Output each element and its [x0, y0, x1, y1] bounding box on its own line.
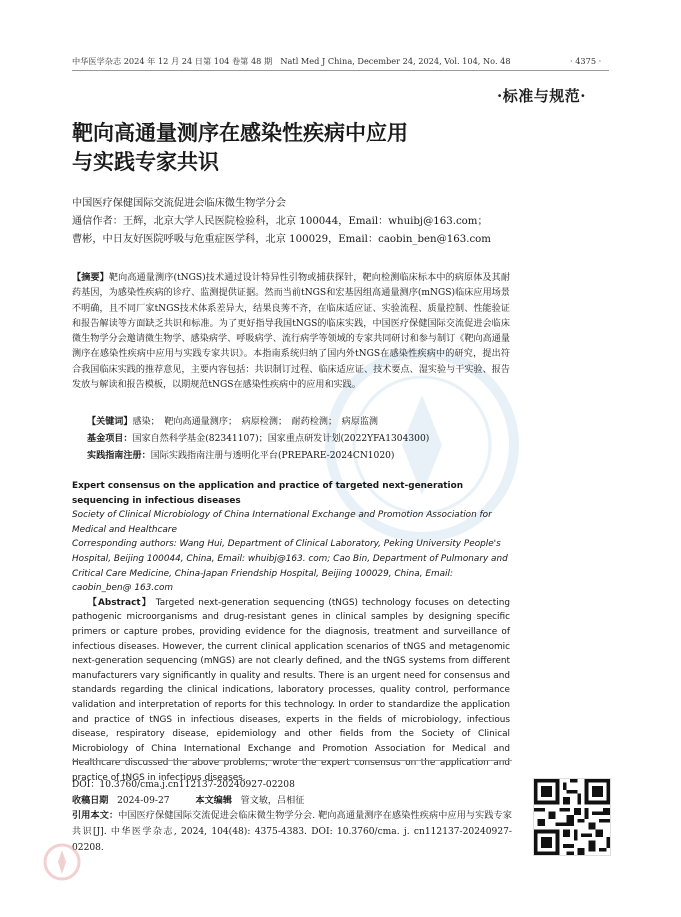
fund-text: 国家自然科学基金(82341107)；国家重点研发计划(2022YFA1304300)	[132, 434, 430, 444]
header-rule	[72, 70, 609, 71]
english-society: Society of Clinical Microbiology of China International Exchange and Promotion Association for Medical and Healthcare	[72, 510, 492, 535]
citation	[72, 808, 512, 856]
journal-logo-icon	[42, 842, 82, 882]
english-title: Expert consensus on the application and practice of targeted next-generation sequencing in infectious diseases	[72, 481, 464, 506]
fund	[87, 431, 429, 444]
english-abstract-block	[72, 479, 510, 785]
citation-text: 中国医疗保健国际交流促进会临床微生物学分会. 靶向高通量测序在感染性疾病中应用与实践专家共识[J]. 中华医学杂志, 2024, 104(48): 4375-4383. DOI: 10.3760/cma. j. cn112137-20240927-02208.	[72, 811, 512, 853]
doi: DOI：10.3760/cma.j.cn112137-20240927-02208	[72, 780, 295, 790]
received-date: 2024-09-27	[117, 796, 170, 806]
running-header: 中华医学杂志 2024 年 12 月 24 日第 104 卷第 48 期 Natl Med J China, December 24, 2024, Vol. 104, No. 48	[72, 56, 511, 66]
registry	[87, 448, 394, 461]
meta-rule	[72, 760, 512, 761]
corresponding-author-2: 曹彬，中日友好医院呼吸与危重症医学科，北京 100029，Email：caobin_ben@163.com	[72, 234, 491, 245]
author-block	[72, 195, 582, 249]
received-label: 收稿日期	[72, 795, 109, 806]
english-abstract-label: 【Abstract】	[88, 597, 152, 608]
editor-label: 本文编辑	[195, 795, 232, 806]
abstract-cn-text: 靶向高通量测序(tNGS)技术通过设计特异性引物或捕获探针，靶向检测临床标本中的病原体及其耐药基因，为感染性疾病的诊疗、监测提供证据。然而当前tNGS和宏基因组高通量测序(mNGS)临床应用场景不明确，且不同厂家tNGS技术体系差异大，结果良莠不齐，在临床适应证、实验流程、质量控制、性能验证和报告解读等方面缺乏共识和标准。为了更好指导我国tNGS的临床实践，中国医疗保健国际交流促进会临床微生物学分会邀请微生物学、感染病学、呼吸病学、流行病学等领域的专家共同研讨和参与制订《靶向高通量测序在感染性疾病中应用与实践专家共识》。本指南系统归纳了国内外tNGS在感染性疾病中的研究，提出符合我国临床实践的推荐意见，主要内容包括：共识制订过程、临床适应证、技术要点、湿实验与干实验、报告发放与解读和报告模板，以期规范tNGS在感染性疾病中的应用和实践。	[72, 273, 510, 391]
citation-label: 引用本文：	[72, 810, 119, 821]
english-abstract	[72, 596, 510, 786]
english-abstract-text: Targeted next-generation sequencing (tNGS) technology focuses on detecting pathogenic microorganisms and drug-resistant genes in clinical samples by designing specific primers or capture probes, providing evidence for the diagnosis, treatment and surveillance of infectious diseases. However, the current clinical application scenarios of tNGS and metagenomic next-generation sequencing (mNGS) are not clearly defined, and the tNGS systems from different manufacturers vary significantly in quality and results. There is an urgent need for consensus and standards regarding the clinical indications, laboratory processes, quality control, performance validation and interpretation of reports for this technology. In order to standardize the application and practice of tNGS in infectious diseases, experts in the fields of microbiology, infectious disease, respiratory disease, epidemiology and other fields from the Society of Clinical Microbiology of China International Exchange and Promotion Association for Medical and Healthcare discussed the above problems, wrote the expert consensus on the application and practice of tNGS in infectious diseases.	[72, 597, 510, 783]
editor-name: 管文敏，吕相征	[240, 796, 305, 806]
page-number: · 4375 ·	[570, 56, 602, 66]
abstract-cn	[72, 270, 510, 393]
article-title	[72, 118, 592, 176]
registry-text: 国际实践指南注册与透明化平台(PREPARE-2024CN1020)	[150, 451, 395, 461]
title-line-1: 靶向高通量测序在感染性疾病中应用	[72, 120, 408, 145]
registry-label: 实践指南注册：	[87, 450, 151, 461]
corresponding-author-1: 通信作者：王辉，北京大学人民医院检验科，北京 100044，Email：whuibj@163.com；	[72, 216, 488, 227]
keywords-text: 感染； 靶向高通量测序； 病原检测； 耐药检测； 病原监测	[132, 417, 379, 427]
received-editor	[72, 793, 304, 806]
organization: 中国医疗保健国际交流促进会临床微生物学分会	[72, 198, 286, 209]
keywords	[87, 414, 378, 427]
title-line-2: 与实践专家共识	[72, 149, 219, 174]
abstract-cn-label: 【摘要】	[72, 272, 109, 283]
qr-code-icon	[533, 778, 611, 856]
fund-label: 基金项目：	[87, 433, 133, 444]
keywords-label: 【关键词】	[87, 416, 133, 427]
section-label: ·标准与规范·	[497, 87, 586, 105]
english-corresponding: Corresponding authors: Wang Hui, Department of Clinical Laboratory, Peking University People's Hospital, Beijing 100044, China, Email: whuibj@163. com; Cao Bin, Department of Pulmonary and Critical Care Medicine, China-Japan Friendship Hospital, Beijing 100029, China, Email: caobin_ben@ 163.com	[72, 539, 508, 594]
